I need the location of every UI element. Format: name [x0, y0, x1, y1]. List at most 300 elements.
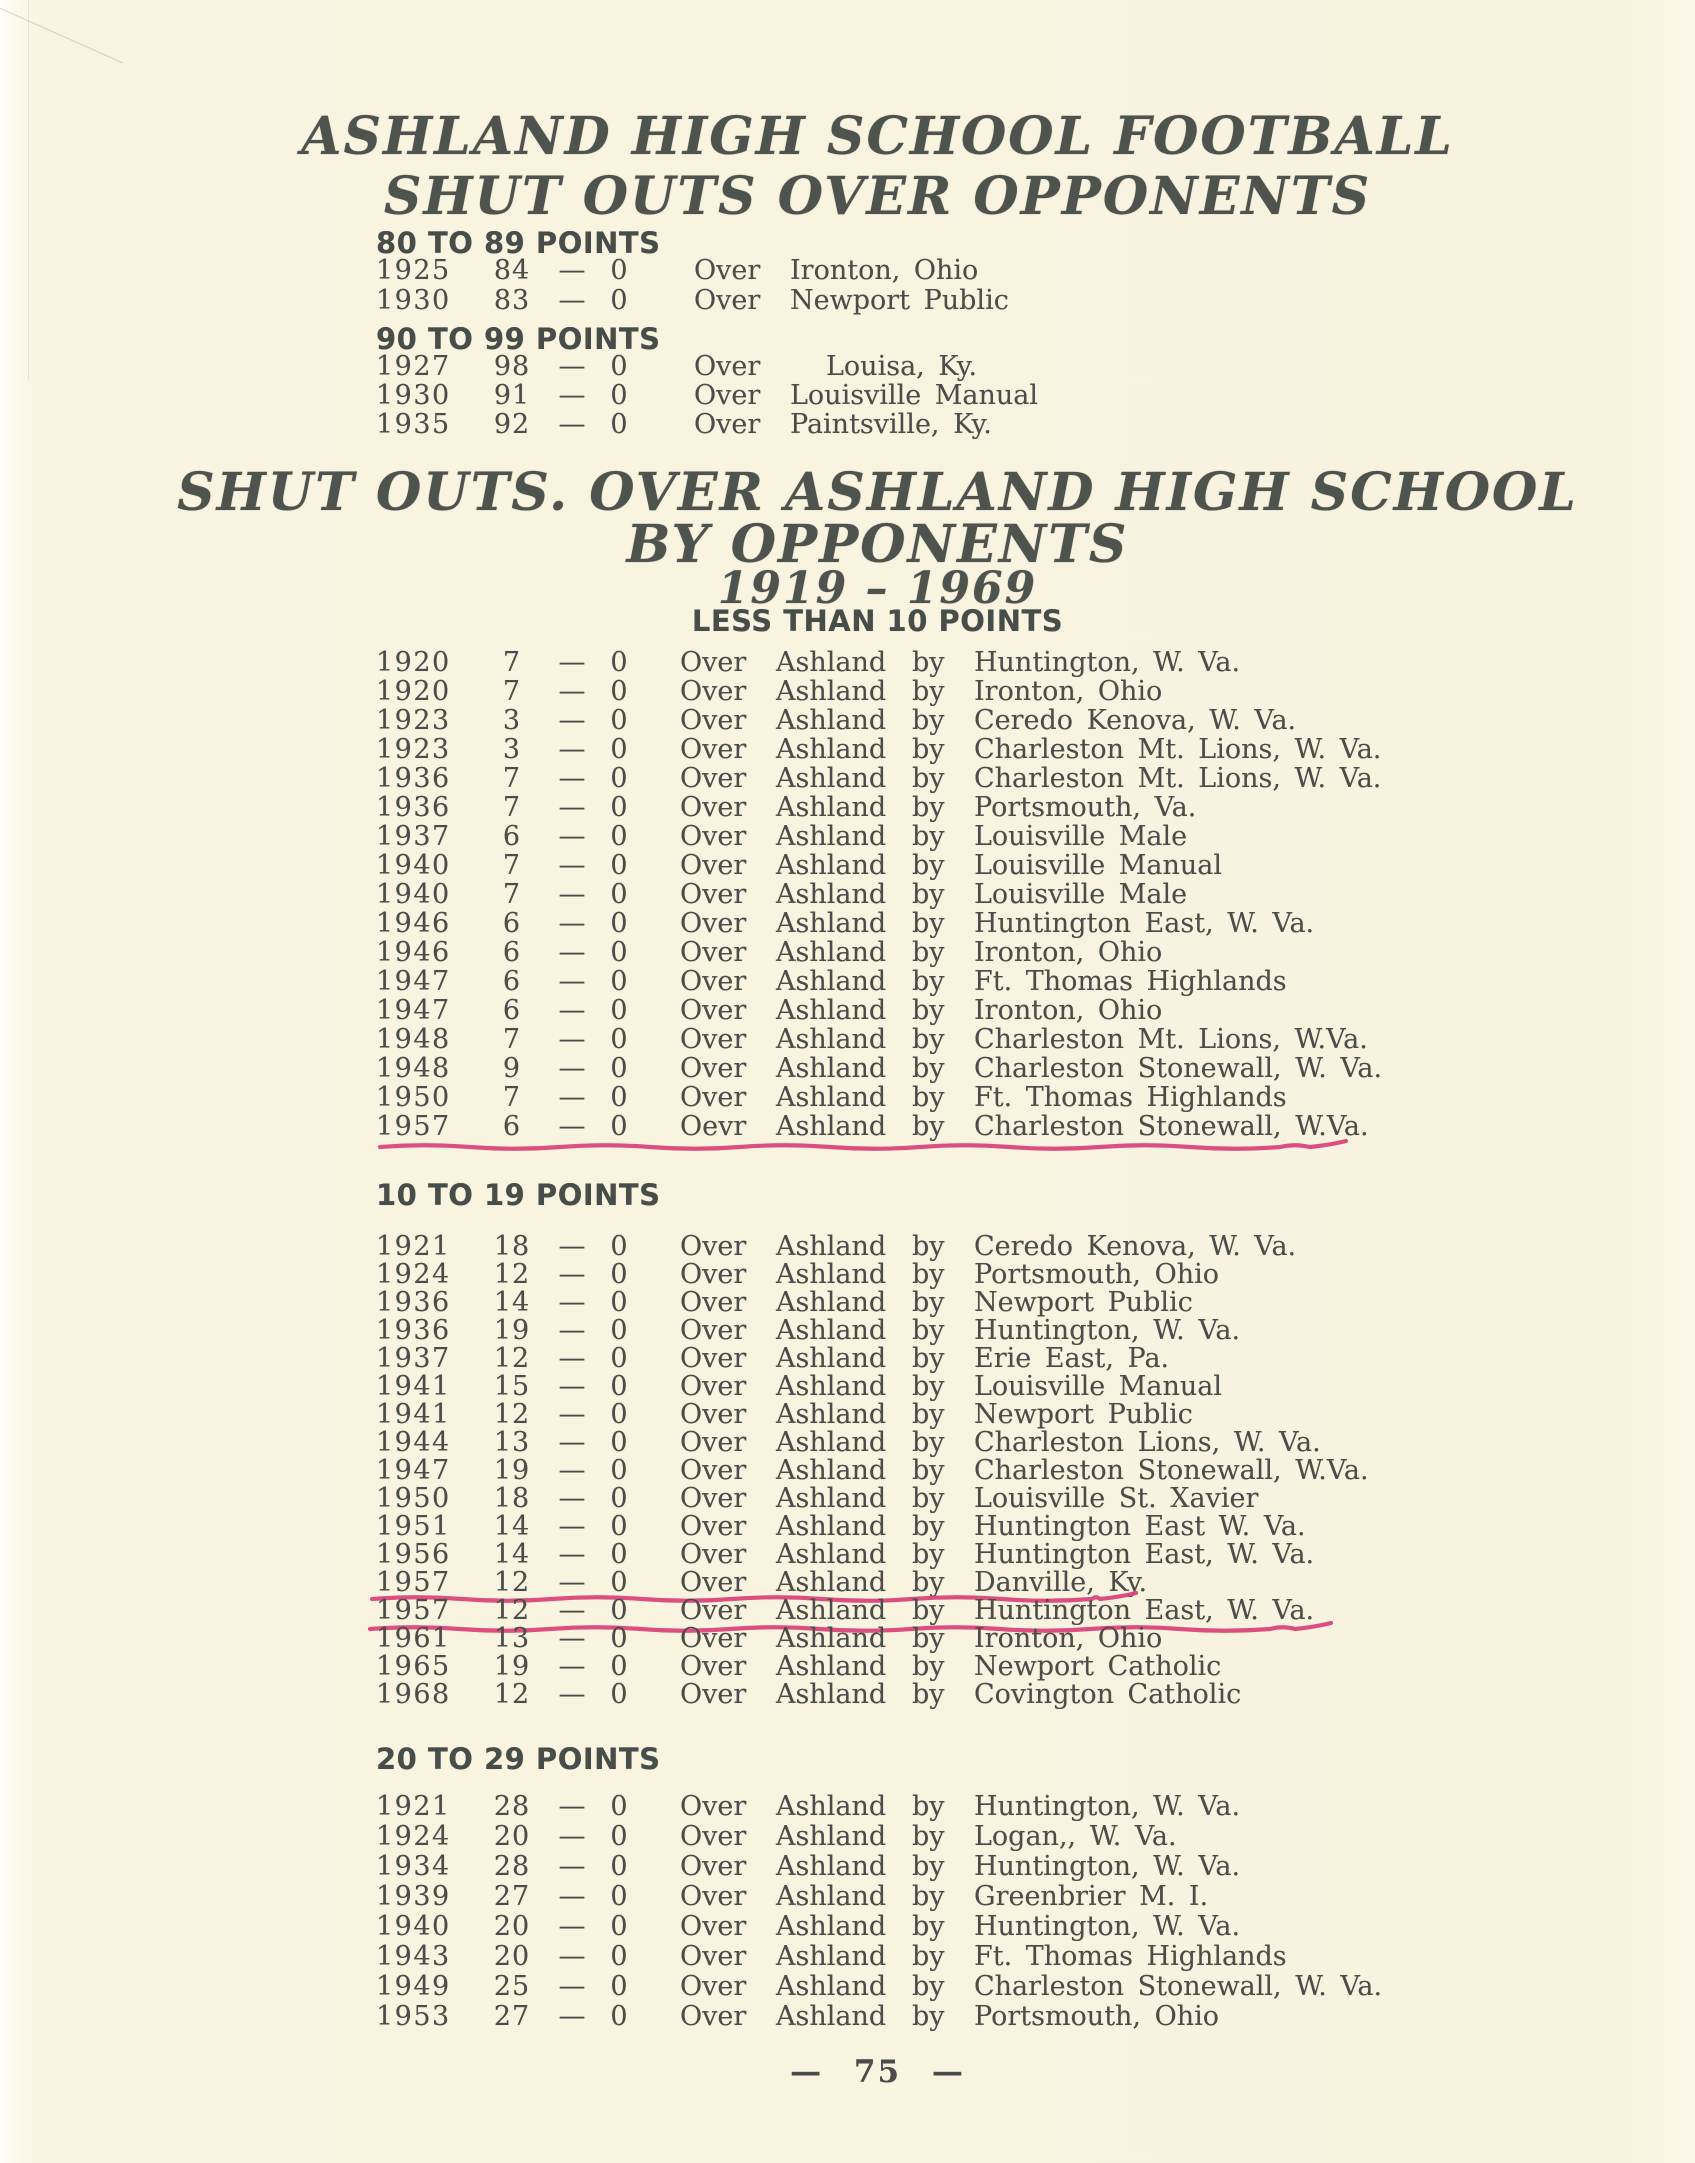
score-cell: 98: [493, 351, 531, 382]
team-word: Ashland: [776, 1595, 887, 1626]
year-cell: 1950: [376, 1082, 451, 1113]
score-cell: 14: [493, 1539, 531, 1570]
score-cell: 92: [493, 409, 531, 440]
year-cell: 1921: [376, 1231, 451, 1262]
score-cell: 7: [502, 647, 522, 678]
by-word: by: [912, 879, 945, 910]
opponent-cell: Huntington, W. Va.: [974, 1791, 1241, 1822]
team-word: Ashland: [776, 1821, 887, 1852]
over-word: Over: [694, 380, 761, 411]
opponent-cell: Ft. Thomas Highlands: [974, 1082, 1287, 1113]
score-cell: 12: [493, 1399, 531, 1430]
opponent-cell: Ironton, Ohio: [974, 995, 1163, 1026]
score-dash: —: [558, 1371, 586, 1402]
table-row: [376, 286, 1526, 316]
year-cell: 1927: [376, 351, 451, 382]
opponent-cell: Huntington East, W. Va.: [974, 1539, 1315, 1570]
score-cell: 18: [493, 1483, 531, 1514]
page-number: — 75 —: [790, 2054, 965, 2090]
team-word: Ashland: [776, 1483, 887, 1514]
opponent-score-cell: 0: [610, 409, 628, 440]
over-word: Over: [680, 734, 747, 765]
year-cell: 1956: [376, 1539, 451, 1570]
opponent-cell: Logan,, W. Va.: [974, 1821, 1177, 1852]
over-word: Over: [680, 1567, 747, 1598]
score-dash: —: [558, 908, 586, 939]
table-row: [376, 1792, 1526, 1822]
score-cell: 6: [502, 821, 522, 852]
score-cell: 14: [493, 1511, 531, 1542]
year-cell: 1946: [376, 937, 451, 968]
by-word: by: [912, 1053, 945, 1084]
opponent-cell: Ironton, Ohio: [974, 676, 1163, 707]
year-cell: 1944: [376, 1427, 451, 1458]
by-word: by: [912, 1024, 945, 1055]
over-word: Over: [694, 255, 761, 286]
year-cell: 1930: [376, 285, 451, 316]
over-word: Over: [680, 1455, 747, 1486]
opponent-cell: Louisville Manual: [790, 380, 1039, 411]
by-word: by: [912, 1315, 945, 1346]
opponent-score-cell: 0: [610, 821, 628, 852]
year-cell: 1943: [376, 1941, 451, 1972]
year-cell: 1965: [376, 1651, 451, 1682]
year-cell: 1947: [376, 966, 451, 997]
team-word: Ashland: [776, 1111, 887, 1142]
opponent-cell: Louisa, Ky.: [826, 351, 978, 382]
score-cell: 6: [502, 995, 522, 1026]
opponent-cell: Charleston Stonewall, W. Va.: [974, 1053, 1383, 1084]
opponent-cell: Ironton, Ohio: [974, 1623, 1163, 1654]
by-word: by: [912, 1539, 945, 1570]
over-word: Over: [680, 1679, 747, 1710]
opponent-cell: Newport Public: [974, 1399, 1193, 1430]
opponent-cell: Newport Public: [974, 1287, 1193, 1318]
year-cell: 1957: [376, 1595, 451, 1626]
opponent-cell: Charleston Stonewall, W.Va.: [974, 1111, 1369, 1142]
score-cell: 7: [502, 1082, 522, 1113]
score-dash: —: [558, 380, 586, 411]
over-word: Over: [680, 792, 747, 823]
over-word: Over: [680, 1791, 747, 1822]
by-word: by: [912, 1623, 945, 1654]
score-dash: —: [558, 1231, 586, 1262]
over-word: Over: [680, 1651, 747, 1682]
over-word: Over: [680, 1511, 747, 1542]
team-word: Ashland: [776, 1053, 887, 1084]
table-row: [376, 851, 1526, 880]
table-row: [376, 1596, 1526, 1624]
score-cell: 15: [493, 1371, 531, 1402]
score-dash: —: [558, 285, 586, 316]
opponent-score-cell: 0: [610, 1343, 628, 1374]
by-word: by: [912, 1427, 945, 1458]
score-dash: —: [558, 734, 586, 765]
team-word: Ashland: [776, 1791, 887, 1822]
score-cell: 7: [502, 1024, 522, 1055]
by-word: by: [912, 1511, 945, 1542]
team-word: Ashland: [776, 937, 887, 968]
by-word: by: [912, 995, 945, 1026]
score-dash: —: [558, 1651, 586, 1682]
over-word: Over: [680, 850, 747, 881]
opponent-cell: Charleston Mt. Lions, W.Va.: [974, 1024, 1368, 1055]
table-20-29: [376, 1792, 1526, 2032]
opponent-score-cell: 0: [610, 1231, 628, 1262]
score-cell: 3: [502, 734, 522, 765]
section-heading-80-89: 80 TO 89 POINTS: [376, 226, 661, 260]
score-dash: —: [558, 966, 586, 997]
score-dash: —: [558, 1567, 586, 1598]
team-word: Ashland: [776, 1259, 887, 1290]
opponent-cell: Ft. Thomas Highlands: [974, 966, 1287, 997]
opponent-score-cell: 0: [610, 1791, 628, 1822]
opponent-cell: Charleston Lions, W. Va.: [974, 1427, 1321, 1458]
opponent-cell: Portsmouth, Ohio: [974, 1259, 1220, 1290]
by-word: by: [912, 1399, 945, 1430]
table-less-than-10: [376, 648, 1526, 1141]
team-word: Ashland: [776, 966, 887, 997]
team-word: Ashland: [776, 1679, 887, 1710]
by-word: by: [912, 1911, 945, 1942]
score-cell: 7: [502, 763, 522, 794]
table-row: [376, 880, 1526, 909]
team-word: Ashland: [776, 1971, 887, 2002]
table-row: [376, 1568, 1526, 1596]
by-word: by: [912, 705, 945, 736]
opponent-score-cell: 0: [610, 1259, 628, 1290]
year-cell: 1946: [376, 908, 451, 939]
table-row: [376, 1025, 1526, 1054]
year-cell: 1957: [376, 1567, 451, 1598]
mid-title-years: 1919 – 1969: [717, 563, 1038, 614]
opponent-score-cell: 0: [610, 1595, 628, 1626]
by-word: by: [912, 1881, 945, 1912]
by-word: by: [912, 1651, 945, 1682]
table-row: [376, 1484, 1526, 1512]
table-row: [376, 1372, 1526, 1400]
section-heading-10-19: 10 TO 19 POINTS: [376, 1178, 661, 1212]
score-dash: —: [558, 850, 586, 881]
table-row: [376, 1316, 1526, 1344]
opponent-cell: Charleston Mt. Lions, W. Va.: [974, 734, 1382, 765]
opponent-score-cell: 0: [610, 1941, 628, 1972]
opponent-score-cell: 0: [610, 1111, 628, 1142]
table-row: [376, 381, 1526, 410]
opponent-score-cell: 0: [610, 1651, 628, 1682]
by-word: by: [912, 734, 945, 765]
table-row: [376, 1912, 1526, 1942]
opponent-score-cell: 0: [610, 1082, 628, 1113]
over-word: Over: [680, 763, 747, 794]
score-dash: —: [558, 1821, 586, 1852]
score-dash: —: [558, 1791, 586, 1822]
year-cell: 1936: [376, 1315, 451, 1346]
team-word: Ashland: [776, 1881, 887, 1912]
score-cell: 91: [493, 380, 531, 411]
section-heading-90-99: 90 TO 99 POINTS: [376, 322, 661, 356]
team-word: Ashland: [776, 1427, 887, 1458]
opponent-score-cell: 0: [610, 1911, 628, 1942]
over-word: Over: [680, 676, 747, 707]
opponent-score-cell: 0: [610, 1971, 628, 2002]
opponent-score-cell: 0: [610, 1455, 628, 1486]
score-dash: —: [558, 1315, 586, 1346]
table-row: [376, 1083, 1526, 1112]
year-cell: 1940: [376, 1911, 451, 1942]
year-cell: 1939: [376, 1881, 451, 1912]
team-word: Ashland: [776, 1371, 887, 1402]
year-cell: 1948: [376, 1024, 451, 1055]
table-row: [376, 1942, 1526, 1972]
table-row: [376, 1852, 1526, 1882]
opponent-cell: Charleston Mt. Lions, W. Va.: [974, 763, 1382, 794]
opponent-cell: Louisville Male: [974, 821, 1188, 852]
opponent-score-cell: 0: [610, 255, 628, 286]
by-word: by: [912, 647, 945, 678]
score-cell: 7: [502, 850, 522, 881]
opponent-cell: Louisville Manual: [974, 850, 1223, 881]
opponent-score-cell: 0: [610, 1483, 628, 1514]
score-dash: —: [558, 1111, 586, 1142]
over-word: Over: [680, 1821, 747, 1852]
team-word: Ashland: [776, 1651, 887, 1682]
team-word: Ashland: [776, 676, 887, 707]
score-cell: 13: [493, 1623, 531, 1654]
score-dash: —: [558, 763, 586, 794]
opponent-score-cell: 0: [610, 995, 628, 1026]
opponent-cell: Huntington, W. Va.: [974, 647, 1241, 678]
team-word: Ashland: [776, 821, 887, 852]
team-word: Ashland: [776, 1399, 887, 1430]
score-dash: —: [558, 1427, 586, 1458]
section-heading-20-29: 20 TO 29 POINTS: [376, 1742, 661, 1776]
score-dash: —: [558, 1595, 586, 1626]
opponent-cell: Huntington East W. Va.: [974, 1511, 1306, 1542]
score-dash: —: [558, 1455, 586, 1486]
by-word: by: [912, 1791, 945, 1822]
mid-title-line2: BY OPPONENTS: [626, 514, 1129, 575]
over-word: Over: [680, 2001, 747, 2032]
score-dash: —: [558, 2001, 586, 2032]
table-row: [376, 909, 1526, 938]
opponent-score-cell: 0: [610, 647, 628, 678]
score-cell: 27: [493, 2001, 531, 2032]
opponent-cell: Ceredo Kenova, W. Va.: [974, 1231, 1297, 1262]
score-dash: —: [558, 1399, 586, 1430]
year-cell: 1957: [376, 1111, 451, 1142]
table-row: [376, 1822, 1526, 1852]
over-word: Over: [680, 1399, 747, 1430]
year-cell: 1940: [376, 850, 451, 881]
by-word: by: [912, 850, 945, 881]
score-cell: 19: [493, 1315, 531, 1346]
score-cell: 19: [493, 1455, 531, 1486]
table-row: [376, 706, 1526, 735]
year-cell: 1941: [376, 1399, 451, 1430]
score-cell: 18: [493, 1231, 531, 1262]
table-row: [376, 1260, 1526, 1288]
team-word: Ashland: [776, 850, 887, 881]
over-word: Over: [680, 1287, 747, 1318]
opponent-cell: Erie East, Pa.: [974, 1343, 1170, 1374]
opponent-score-cell: 0: [610, 763, 628, 794]
opponent-score-cell: 0: [610, 351, 628, 382]
table-90-99: [376, 352, 1526, 439]
table-10-19: [376, 1232, 1526, 1708]
table-row: [376, 1540, 1526, 1568]
score-cell: 7: [502, 879, 522, 910]
by-word: by: [912, 1259, 945, 1290]
score-cell: 20: [493, 1821, 531, 1852]
score-dash: —: [558, 995, 586, 1026]
year-cell: 1924: [376, 1259, 451, 1290]
score-dash: —: [558, 1343, 586, 1374]
score-cell: 6: [502, 966, 522, 997]
opponent-cell: Huntington East, W. Va.: [974, 1595, 1315, 1626]
score-dash: —: [558, 879, 586, 910]
team-word: Ashland: [776, 879, 887, 910]
score-dash: —: [558, 1941, 586, 1972]
table-row: [376, 648, 1526, 677]
opponent-cell: Ironton, Ohio: [974, 937, 1163, 968]
by-word: by: [912, 1455, 945, 1486]
opponent-cell: Danville, Ky.: [974, 1567, 1148, 1598]
table-row: [376, 410, 1526, 439]
team-word: Ashland: [776, 1623, 887, 1654]
table-row: [376, 1232, 1526, 1260]
page-title-line2: SHUT OUTS OVER OPPONENTS: [383, 166, 1372, 227]
by-word: by: [912, 792, 945, 823]
score-dash: —: [558, 255, 586, 286]
table-row: [376, 1972, 1526, 2002]
year-cell: 1947: [376, 1455, 451, 1486]
year-cell: 1961: [376, 1623, 451, 1654]
by-word: by: [912, 937, 945, 968]
score-cell: 12: [493, 1259, 531, 1290]
year-cell: 1940: [376, 879, 451, 910]
team-word: Ashland: [776, 1851, 887, 1882]
opponent-cell: Ft. Thomas Highlands: [974, 1941, 1287, 1972]
over-word: Over: [680, 1539, 747, 1570]
opponent-score-cell: 0: [610, 705, 628, 736]
table-row: [376, 2002, 1526, 2032]
opponent-score-cell: 0: [610, 380, 628, 411]
table-row: [376, 1882, 1526, 1912]
over-word: Over: [680, 1971, 747, 2002]
year-cell: 1936: [376, 763, 451, 794]
opponent-score-cell: 0: [610, 966, 628, 997]
by-word: by: [912, 1343, 945, 1374]
opponent-score-cell: 0: [610, 2001, 628, 2032]
team-word: Ashland: [776, 1287, 887, 1318]
over-word: Over: [694, 285, 761, 316]
opponent-cell: Newport Public: [790, 285, 1009, 316]
opponent-cell: Huntington, W. Va.: [974, 1851, 1241, 1882]
by-word: by: [912, 1371, 945, 1402]
table-row: [376, 1054, 1526, 1083]
opponent-cell: Louisville Male: [974, 879, 1188, 910]
table-row: [376, 938, 1526, 967]
over-word: Over: [680, 1371, 747, 1402]
score-dash: —: [558, 792, 586, 823]
score-cell: 12: [493, 1343, 531, 1374]
by-word: by: [912, 1082, 945, 1113]
table-row: [376, 1428, 1526, 1456]
by-word: by: [912, 1483, 945, 1514]
score-dash: —: [558, 409, 586, 440]
over-word: Over: [680, 647, 747, 678]
by-word: by: [912, 1679, 945, 1710]
year-cell: 1951: [376, 1511, 451, 1542]
team-word: Ashland: [776, 705, 887, 736]
by-word: by: [912, 1821, 945, 1852]
over-word: Over: [680, 995, 747, 1026]
table-row: [376, 793, 1526, 822]
table-row: [376, 1288, 1526, 1316]
team-word: Ashland: [776, 647, 887, 678]
score-dash: —: [558, 705, 586, 736]
over-word: Over: [680, 1315, 747, 1346]
score-cell: 6: [502, 908, 522, 939]
over-word: Over: [680, 879, 747, 910]
score-dash: —: [558, 1851, 586, 1882]
year-cell: 1941: [376, 1371, 451, 1402]
team-word: Ashland: [776, 1343, 887, 1374]
over-word: Over: [680, 821, 747, 852]
score-cell: 27: [493, 1881, 531, 1912]
year-cell: 1936: [376, 792, 451, 823]
year-cell: 1923: [376, 734, 451, 765]
over-word: Oevr: [680, 1111, 747, 1142]
opponent-score-cell: 0: [610, 1511, 628, 1542]
mid-title-line1: SHUT OUTS. OVER ASHLAND HIGH SCHOOL: [177, 462, 1578, 523]
table-row: [376, 1344, 1526, 1372]
opponent-score-cell: 0: [610, 908, 628, 939]
opponent-cell: Greenbrier M. I.: [974, 1881, 1209, 1912]
score-cell: 7: [502, 676, 522, 707]
opponent-score-cell: 0: [610, 1053, 628, 1084]
by-word: by: [912, 1971, 945, 2002]
score-dash: —: [558, 1881, 586, 1912]
score-dash: —: [558, 1971, 586, 2002]
score-dash: —: [558, 676, 586, 707]
score-dash: —: [558, 1024, 586, 1055]
year-cell: 1934: [376, 1851, 451, 1882]
table-row: [376, 352, 1526, 381]
score-cell: 12: [493, 1567, 531, 1598]
table-row: [376, 996, 1526, 1025]
over-word: Over: [680, 1082, 747, 1113]
team-word: Ashland: [776, 1911, 887, 1942]
opponent-cell: Louisville Manual: [974, 1371, 1223, 1402]
score-dash: —: [558, 1511, 586, 1542]
year-cell: 1937: [376, 1343, 451, 1374]
opponent-score-cell: 0: [610, 1881, 628, 1912]
opponent-cell: Louisville St. Xavier: [974, 1483, 1259, 1514]
table-80-89: [376, 256, 1526, 316]
opponent-score-cell: 0: [610, 734, 628, 765]
opponent-cell: Huntington East, W. Va.: [974, 908, 1315, 939]
over-word: Over: [680, 1881, 747, 1912]
score-dash: —: [558, 647, 586, 678]
opponent-score-cell: 0: [610, 1821, 628, 1852]
by-word: by: [912, 2001, 945, 2032]
team-word: Ashland: [776, 995, 887, 1026]
over-word: Over: [680, 705, 747, 736]
score-dash: —: [558, 1259, 586, 1290]
over-word: Over: [680, 1595, 747, 1626]
